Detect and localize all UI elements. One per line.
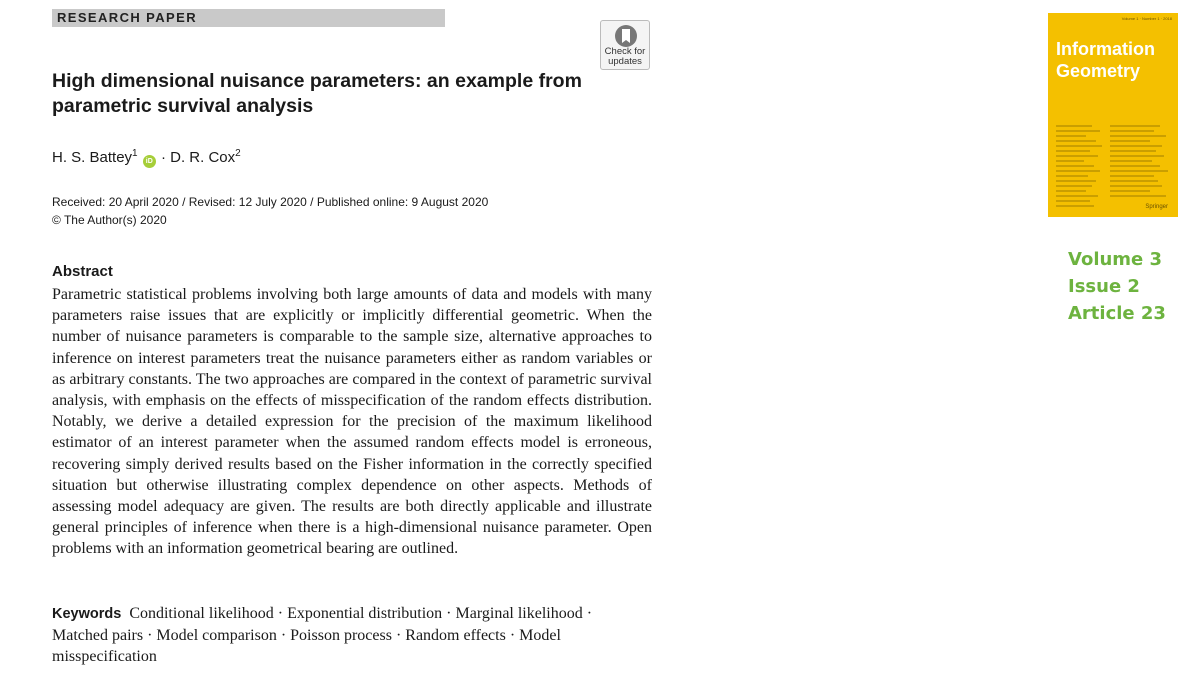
badge-label-line2: updates <box>608 56 642 67</box>
keywords-label: Keywords <box>52 606 122 622</box>
author-list <box>52 148 241 168</box>
publication-dates: Received: 20 April 2020 / Revised: 12 July 2020 / Published online: 9 August 2020 <box>52 195 489 209</box>
copyright-notice: © The Author(s) 2020 <box>52 213 167 227</box>
keywords-list: Conditional likelihood · Exponential distribution · Marginal likelihood · Matched pairs · Model comparison · Poisson process · Random effects · Model misspecification <box>52 605 593 666</box>
journal-cover[interactable] <box>1048 13 1178 217</box>
cover-editors-right <box>1110 125 1168 200</box>
author-name[interactable]: D. R. Cox <box>170 149 236 166</box>
bookmark-icon <box>614 24 638 48</box>
abstract-text: Parametric statistical problems involving both large amounts of data and models with many parameters raise issues that are explicitly or implicitly differential geometric. When the number of nuisance parameters is comparable to the sample size, alternative approaches to inference on interest parameters treat the nuisance parameters either as random variables or as arbitrary constants. The two approaches are compared in the context of parametric survival analysis, with emphasis on the effects of misspecification of the random effects distribution. Notably, we derive a detailed expression for the precision of the maximum likelihood estimator of an interest parameter when the assumed random effects model is erroneous, recovering simply derived results based on the Fisher information in the correctly specified situation but otherwise illustrating complex dependence on other aspects. Methods of assessing model adequacy are given. The results are both directly applicable and illustrate general principles of inference when there is a high-dimensional nuisance parameter. Open problems with an information geometrical bearing are outlined. <box>52 286 652 558</box>
author-affiliation: 1 <box>132 148 138 159</box>
badge-label-line1: Check for <box>604 46 646 57</box>
author-separator: · <box>160 149 166 166</box>
paper-title: High dimensional nuisance parameters: an example from parametric survival analysis <box>52 70 582 117</box>
cover-title: Information Geometry <box>1056 39 1155 81</box>
article-type-banner <box>52 9 445 27</box>
cover-editors-left <box>1056 125 1102 210</box>
issue-label[interactable]: Issue 2 <box>1068 276 1140 297</box>
volume-label[interactable]: Volume 3 <box>1068 249 1163 270</box>
author-name[interactable]: H. S. Battey <box>52 149 133 166</box>
abstract-heading: Abstract <box>52 263 113 280</box>
cover-volume-line: Volume 1 · Number 1 · 2018 <box>1121 16 1172 21</box>
author-affiliation: 2 <box>235 148 241 159</box>
article-type-label: RESEARCH PAPER <box>57 10 197 25</box>
publication-history <box>52 193 488 229</box>
keywords-block <box>52 603 652 668</box>
publisher-logo: Springer <box>1145 204 1168 210</box>
volume-issue-info <box>1068 246 1166 327</box>
article-number-label: Article 23 <box>1068 303 1166 324</box>
check-for-updates-badge[interactable] <box>600 20 650 70</box>
orcid-icon[interactable]: iD <box>143 155 156 168</box>
